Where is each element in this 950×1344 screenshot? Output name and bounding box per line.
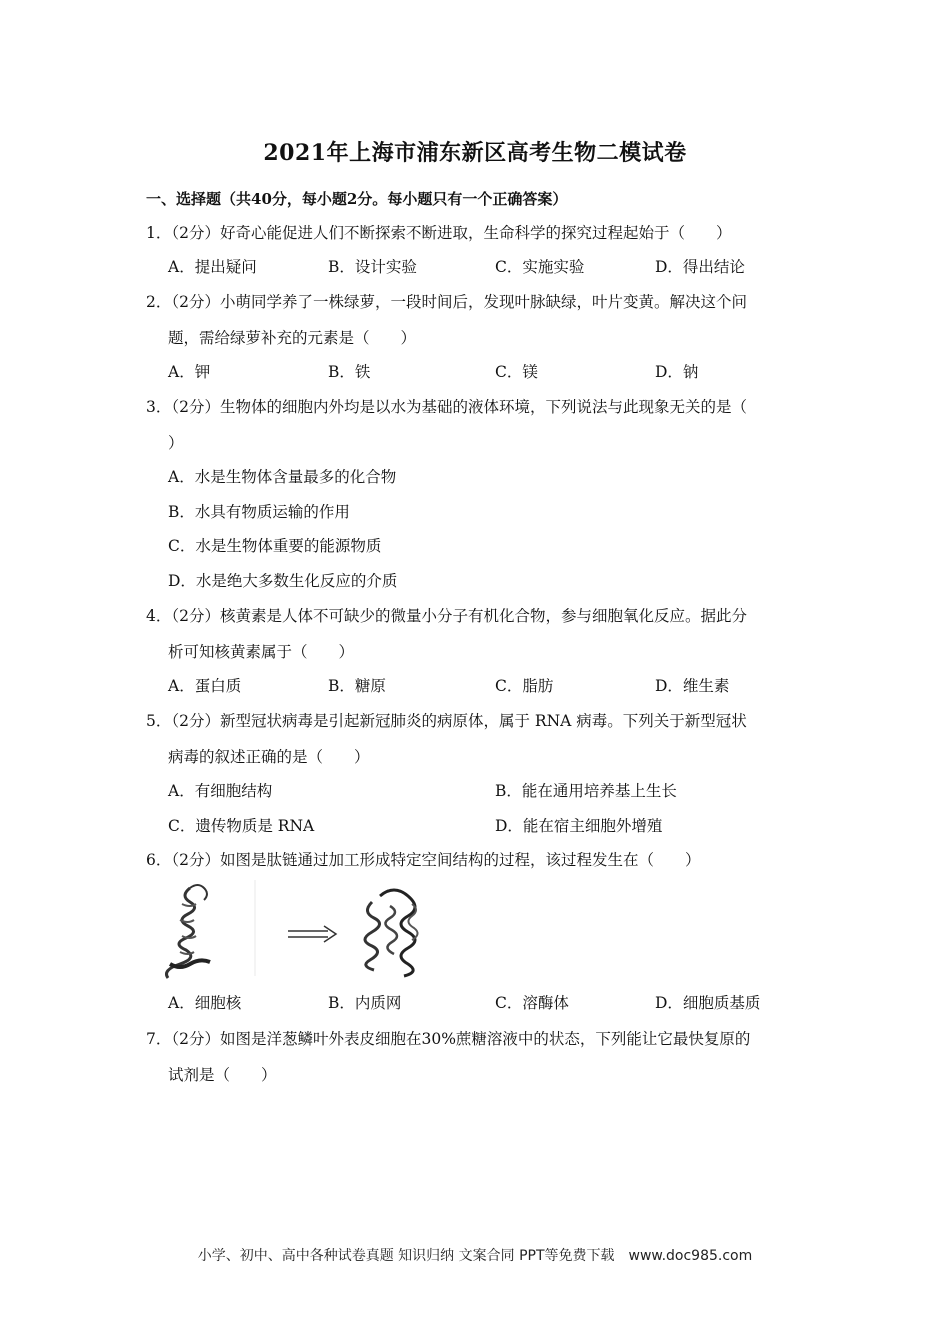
q4-option-d: D．维生素 <box>655 677 730 695</box>
folded-protein-image <box>365 890 418 976</box>
q5-option-b: B．能在通用培养基上生长 <box>495 782 677 800</box>
q4-option-a: A．蛋白质 <box>168 677 242 695</box>
question-4: 4．（2分）核黄素是人体不可缺少的微量小分子有机化合物，参与细胞氧化反应。据此分 <box>146 607 747 625</box>
question-4-cont: 析可知核黄素属于（ ） <box>168 643 355 661</box>
q6-option-d: D．细胞质基质 <box>655 994 761 1012</box>
q5-option-a: A．有细胞结构 <box>168 782 273 800</box>
question-5: 5．（2分）新型冠状病毒是引起新冠肺炎的病原体，属于 RNA 病毒。下列关于新型冠状 <box>146 712 747 730</box>
q5-option-d: D．能在宿主细胞外增殖 <box>495 817 663 835</box>
q2-option-b: B．铁 <box>328 363 371 381</box>
q6-option-a: A．细胞核 <box>168 994 242 1012</box>
question-1: 1．（2分）好奇心能促进人们不断探索不断进取，生命科学的探究过程起始于（ ） <box>146 224 732 242</box>
q1-option-c: C．实施实验 <box>495 258 585 276</box>
question-5-cont: 病毒的叙述正确的是（ ） <box>168 748 370 766</box>
q5-option-c: C．遗传物质是 RNA <box>168 817 315 835</box>
q3-option-c: C．水是生物体重要的能源物质 <box>168 537 382 555</box>
q3-option-a: A．水是生物体含量最多的化合物 <box>168 468 397 486</box>
q1-option-a: A．提出疑问 <box>168 258 257 276</box>
arrow-icon <box>288 926 336 942</box>
page-title: 2021年上海市浦东新区高考生物二模试卷 <box>263 140 687 166</box>
q3-option-d: D．水是绝大多数生化反应的介质 <box>168 572 398 590</box>
q6-option-b: B．内质网 <box>328 994 402 1012</box>
question-2: 2．（2分）小萌同学养了一株绿萝，一段时间后，发现叶脉缺绿，叶片变黄。解决这个问 <box>146 293 747 311</box>
question-3-cont: ） <box>168 434 184 452</box>
peptide-chain-image <box>167 885 211 978</box>
question-2-cont: 题，需给绿萝补充的元素是（ ） <box>168 329 417 347</box>
q4-option-c: C．脂肪 <box>495 677 554 695</box>
q3-option-b: B．水具有物质运输的作用 <box>168 503 350 521</box>
q1-option-b: B．设计实验 <box>328 258 417 276</box>
protein-folding-figure <box>160 876 460 986</box>
q2-option-a: A．钾 <box>168 363 211 381</box>
question-6: 6．（2分）如图是肽链通过加工形成特定空间结构的过程，该过程发生在（ ） <box>146 851 701 869</box>
q6-option-c: C．溶酶体 <box>495 994 569 1012</box>
q2-option-d: D．钠 <box>655 363 699 381</box>
question-7-cont: 试剂是（ ） <box>168 1066 277 1084</box>
q4-option-b: B．糖原 <box>328 677 386 695</box>
q2-option-c: C．镁 <box>495 363 538 381</box>
question-3: 3．（2分）生物体的细胞内外均是以水为基础的液体环境，下列说法与此现象无关的是（ <box>146 398 747 416</box>
question-7: 7．（2分）如图是洋葱鳞叶外表皮细胞在30%蔗糖溶液中的状态，下列能让它最快复原的 <box>146 1030 751 1048</box>
protein-folding-diagram <box>160 876 460 986</box>
q1-option-d: D．得出结论 <box>655 258 745 276</box>
section-heading: 一、选择题（共40分，每小题2分。每小题只有一个正确答案） <box>146 190 568 208</box>
footer-text: 小学、初中、高中各种试卷真题 知识归纳 文案合同 PPT等免费下载 www.doc985.com <box>197 1248 753 1264</box>
